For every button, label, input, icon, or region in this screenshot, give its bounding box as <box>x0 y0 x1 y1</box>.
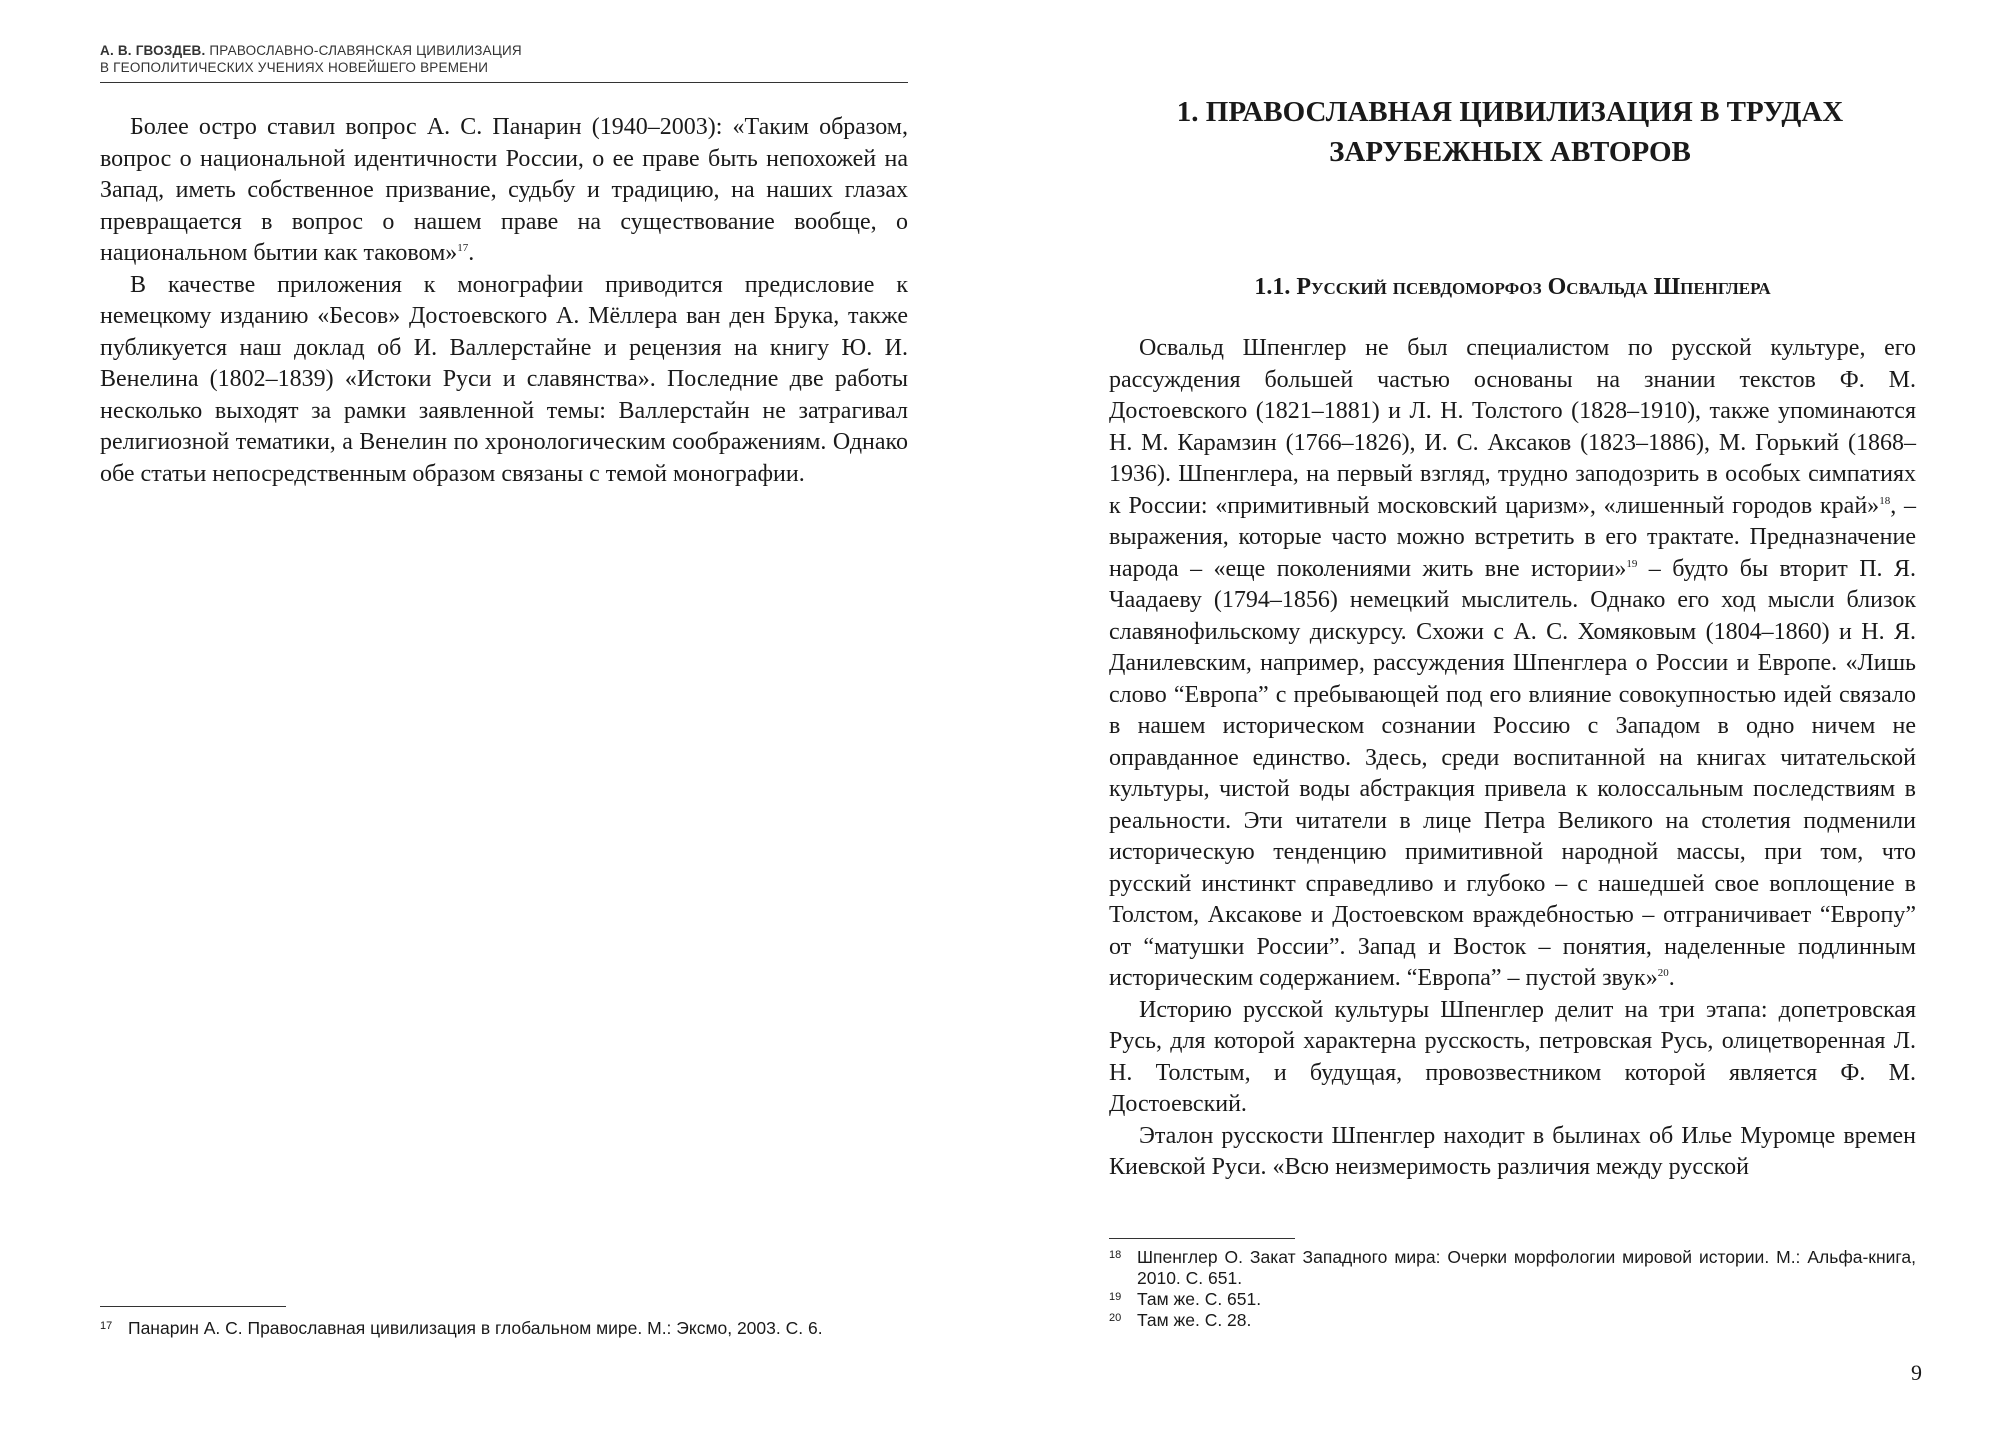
footnote-number: 19 <box>1109 1291 1122 1303</box>
footnote-ref-19[interactable]: 19 <box>1626 557 1638 570</box>
running-header-title-1: ПРАВОСЛАВНО-СЛАВЯНСКАЯ ЦИВИЛИЗАЦИЯ <box>209 43 522 58</box>
running-header <box>100 42 908 76</box>
footnote-ref-20[interactable]: 20 <box>1657 967 1669 979</box>
footnote-rule <box>100 1306 286 1307</box>
right-body-text <box>1109 333 1916 1184</box>
footnote-number: 20 <box>1109 1312 1122 1324</box>
left-paragraph-1-tail: . <box>468 240 475 266</box>
right-paragraph-1 <box>1109 333 1916 995</box>
running-header-line-1 <box>100 42 908 59</box>
footnote-number: 18 <box>1109 1249 1122 1261</box>
right-paragraph-3: Эталон русскости Шпенглер находит в былинах об Илье Муромце времен Киевской Руси. «Всю неизмеримость различия между русской <box>1109 1122 1916 1180</box>
right-paragraph-1-part-3: – будто бы вторит П. Я. Чаадаеву (1794–1856) немецкий мыслитель. Однако его ход мысли близок славянофильскому дискурсу. Схожи с А. С. Хомяковым (1804–1860) и Н. Я. Данилевским, например, рассуждения Шпенглера о России и Европе. «Лишь слово “Европа” с пребывающей под его влияние совокупностью идей связало в нашем историческом сознании Россию с Западом в одно ничем не оправданное единство. Здесь, среди воспитанной на книгах читательской культуры, чистой воды абстракция привела к колоссальным последствиям в реальности. Эти читатели в лице Петра Великого на столетия подменили историческую тенденцию примитивной народной массы, при том, что русский инстинкт справедливо и глубоко – с нашедшей свое воплощение в Толстом, Аксакове и Достоевском враждебностью – отграничивает “Европу” от “матушки России”. Запад и Восток – понятия, наделенные подлинным историческим содержанием. “Европа” – пустой звук» <box>1109 555 1916 991</box>
footnote-number: 17 <box>100 1320 113 1332</box>
chapter-title-line-1: 1. ПРАВОСЛАВНАЯ ЦИВИЛИЗАЦИЯ В ТРУДАХ <box>1176 96 1844 128</box>
header-rule <box>100 82 908 83</box>
right-paragraph-1-part-2: , – выражения, которые часто можно встретить в его трактате. Предназначение народа – «еще поколениями жить вне истории» <box>1109 492 1917 582</box>
left-paragraph-2: В качестве приложения к монографии приводится предисловие к немецкому изданию «Бесов» Достоевского А. Мёллера ван ден Брука, также публикуется наш доклад об И. Валлерстайне и рецензия на книгу Ю. И. Венелина (1802–1839) «Истоки Руси и славянства». Последние две работы несколько выходят за рамки заявленной темы: Валлерстайн не затрагивал религиозной тематики, а Венелин по хронологическим соображениям. Однако обе статьи непосредственным образом связаны с темой монографии. <box>100 271 908 487</box>
footnote-text: Там же. С. 28. <box>1137 1310 1252 1330</box>
running-header-title-2: В ГЕОПОЛИТИЧЕСКИХ УЧЕНИЯХ НОВЕЙШЕГО ВРЕМЕНИ <box>100 60 489 75</box>
right-paragraph-2: Историю русской культуры Шпенглер делит на три этапа: допетровская Русь, для которой характерна русскость, петровская Русь, олицетворенная Л. Н. Толстым, и будущая, провозвестником которой является Ф. М. Достоевский. <box>1109 996 1916 1117</box>
footnote-19 <box>1109 1289 1916 1310</box>
left-paragraph-1-text: Более остро ставил вопрос А. С. Панарин (1940–2003): «Таким образом, вопрос о национальной идентичности России, о ее праве быть непохожей на Запад, иметь собственное призвание, судьбу и традицию, на наших глазах превращается в вопрос о нашем праве на существование вообще, о национальном бытии как таковом» <box>100 114 908 266</box>
page-number: 9 <box>1911 1360 1922 1385</box>
right-page <box>1000 0 2000 1429</box>
footnote-17 <box>100 1318 908 1339</box>
right-paragraph-1-tail: . <box>1668 965 1675 991</box>
left-body-text <box>100 112 908 490</box>
footnote-text: Шпенглер О. Закат Западного мира: Очерки морфологии мировой истории. М.: Альфа-книга, 2010. С. 651. <box>1137 1247 1916 1288</box>
footnote-ref-18[interactable]: 18 <box>1879 494 1891 507</box>
chapter-title-line-2: ЗАРУБЕЖНЫХ АВТОРОВ <box>1329 136 1691 168</box>
footnote-text: Там же. С. 651. <box>1137 1289 1262 1309</box>
left-paragraph-1 <box>100 112 908 270</box>
chapter-title <box>1130 92 1890 172</box>
footnote-ref-17[interactable]: 17 <box>457 242 469 254</box>
right-footnotes <box>1109 1247 1916 1331</box>
footnote-18 <box>1109 1247 1916 1289</box>
section-title: 1.1. Русский псевдоморфоз Освальда Шпенглера <box>1254 274 1771 300</box>
running-header-author: А. В. ГВОЗДЕВ. <box>100 43 206 58</box>
right-paragraph-1-part-1: Освальд Шпенглер не был специалистом по русской культуре, его рассуждения большей частью основаны на знании текстов Ф. М. Достоевского (1821–1881) и Л. Н. Толстого (1828–1910), также упоминаются Н. М. Карамзин (1766–1826), И. С. Аксаков (1823–1886), М. Горький (1868–1936). Шпенглера, на первый взгляд, трудно заподозрить в особых симпатиях к России: «примитивный московский царизм», «лишенный городов край» <box>1109 335 1916 519</box>
footnote-20 <box>1109 1310 1916 1331</box>
left-footnotes <box>100 1318 908 1339</box>
footnote-rule <box>1109 1238 1295 1239</box>
footnote-text: Панарин А. С. Православная цивилизация в глобальном мире. М.: Эксмо, 2003. С. 6. <box>128 1318 823 1338</box>
